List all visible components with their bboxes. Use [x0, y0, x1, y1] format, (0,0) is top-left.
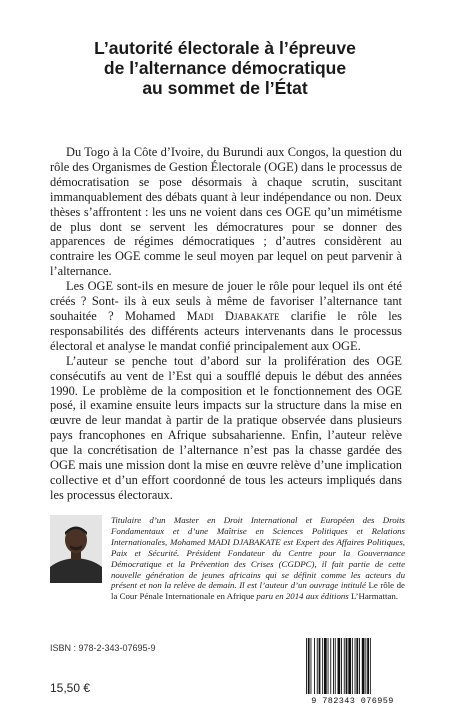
author-previous-book-title: Le rôle de la Cour Pénale Internationale en Afrique [111, 580, 405, 602]
summary-paragraph-2 [50, 279, 402, 354]
back-cover-summary [50, 145, 402, 503]
summary-paragraph-2-end: clarifie le rôle les responsabilités des différents acteurs intervenants dans le processus électoral et analyse le mandat confié principalement aux OGE. [50, 308, 403, 353]
author-name: Madi Djabakate [186, 308, 280, 323]
barcode [302, 636, 403, 708]
isbn: ISBN : 978-2-343-07695-9 [50, 643, 156, 653]
author-bio-publisher-intro: paru en 2014 aux éditions [254, 591, 351, 602]
title-line-2: de l’alternance démocratique [103, 58, 347, 78]
author-photo [50, 515, 102, 583]
author-bio-publisher: L’Harmattan. [350, 591, 399, 602]
title-line-1: L’autorité électorale à l’épreuve [94, 38, 356, 58]
book-title [40, 38, 410, 98]
barcode-number: 9 782343 076959 [311, 696, 394, 706]
barcode-bars [302, 636, 403, 696]
title-line-3: au sommet de l’État [142, 78, 308, 98]
author-bio [111, 515, 405, 602]
summary-paragraph-2-start: Les OGE sont-ils en mesure de jouer le rôle pour lequel ils ont été créés ? Sont- ils à eux seuls à même de favoriser l’alternance tant souhaitée ? Mohamed [50, 279, 402, 323]
summary-paragraph-3: L’auteur se penche tout d’abord sur la prolifération des OGE consécutifs au vent de l’Est qui a soufflé depuis le début des années 1990. Le problème de la composition et le fonctionnement des OGE posé, il examine ensuite leurs impacts sur la structure dans la mise en œuvre de leur mandat à partir de la pratique observée dans plusieurs pays francophones en Afrique subsaharienne. Enfin, l’auteur relève que la concrétisation de l’alternance n’est pas la chasse gardée des OGE mais une mission dont la mise en œuvre relève d’une implication collective et d’un effort coordonné de tous les acteurs impliqués dans les processus électoraux. [50, 353, 402, 502]
summary-paragraph-1: Du Togo à la Côte d’Ivoire, du Burundi aux Congos, la question du rôle des Organismes de Gestion Électorale (OGE) dans le processus de démocratisation se pose désormais à chaque scrutin, suscitant immanquablement des débats quant à leur indépendance ou non. Deux thèses s’affrontent : les uns ne voient dans ces OGE qu’un mimétisme de plus dont se servent les démocratures pour se donner des apparences de régimes démocratiques ; d’autres considèrent au contraire les OGE comme le seul moyen par lequel on peut parvenir à l’alternance. [50, 145, 402, 279]
price: 15,50 € [50, 681, 91, 695]
author-bio-text: Titulaire d’un Master en Droit International et Européen des Droits Fondamentaux et d’une Maîtrise en Sciences Politiques et Relations Internationales, Mohamed MADI DJABAKATE est Expert des Affaires Politiques, Paix et Sécurité. Président Fondateur du Centre pour la Gouvernance Démocratique et la Prévention des Crises (CGDPC), il fait partie de cette nouvelle génération de jeunes africains qui se définit comme les acteurs du présent et non la relève de demain. Il est l’auteur d’un ouvrage intitulé [111, 515, 405, 591]
